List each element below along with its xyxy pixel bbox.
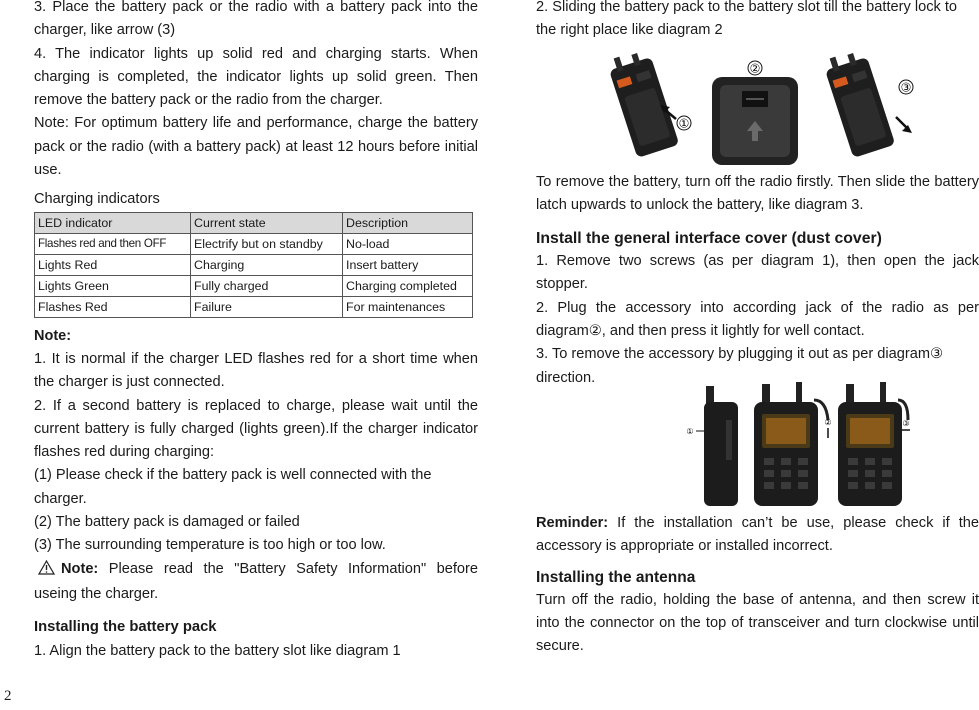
battery-diagram-illustration <box>536 49 979 169</box>
battery-step-1: 1. Align the battery pack to the battery slot like diagram 1 <box>34 643 401 660</box>
diagram1-label-1: ① <box>678 116 690 131</box>
radio-front-2-icon <box>838 382 908 506</box>
reminder-body: If the installation can’t be use, please check if the accessory is appropriate or installed incorrect. <box>536 514 979 555</box>
table-cell: Failure <box>191 296 343 317</box>
table-row <box>35 275 473 296</box>
dust-cover-title: Install the general interface cover (dust cover) <box>536 230 882 248</box>
table-cell: No-load <box>343 233 473 254</box>
battery-step-2: 2. Sliding the battery pack to the battery slot till the battery lock to the right place like diagram 2 <box>536 0 958 39</box>
diagram2-label-3: ③ <box>902 418 910 428</box>
charging-indicators-title: Charging indicators <box>34 191 160 208</box>
cause-3: (3) The surrounding temperature is too high or too low. <box>34 537 386 554</box>
page-number: 2 <box>4 688 12 704</box>
charger-step-3: 3. Place the battery pack or the radio with a battery pack into the charger, like arrow (3) <box>34 0 478 39</box>
table-cell: Lights Green <box>35 275 191 296</box>
reminder-text <box>536 512 979 559</box>
note-1: 1. It is normal if the charger LED flashes red for a short time when the charger is just connected. <box>34 350 478 391</box>
table-row <box>35 296 473 317</box>
safety-note <box>34 558 478 607</box>
table-header-row <box>35 212 473 233</box>
note-2: 2. If a second battery is replaced to charge, please wait until the current battery is fully charged (lights green).If the charger indicator flashes red during charging: <box>34 397 478 461</box>
header-led-indicator: LED indicator <box>35 212 191 233</box>
diagram2-label-1: ① <box>686 426 694 436</box>
optimum-charge-note: Note: For optimum battery life and performance, charge the battery pack or the radio (with a battery pack) at least 12 hours before initial use. <box>34 115 478 179</box>
table-cell: Charging completed <box>343 275 473 296</box>
table-cell: Flashes Red <box>35 296 191 317</box>
notes-heading: Note: <box>34 327 72 344</box>
accessory-diagram <box>536 380 979 508</box>
header-current-state: Current state <box>191 212 343 233</box>
radio-side-icon <box>704 386 738 506</box>
accessory-diagram-illustration <box>536 380 979 508</box>
antenna-title: Installing the antenna <box>536 568 696 586</box>
table-cell: Fully charged <box>191 275 343 296</box>
right-column <box>536 0 979 658</box>
table-cell: Lights Red <box>35 254 191 275</box>
table-cell: For maintenances <box>343 296 473 317</box>
battery-install-title: Installing the battery pack <box>34 619 217 636</box>
radio-left-icon <box>606 49 679 158</box>
diagram1-label-3: ③ <box>900 80 912 95</box>
antenna-text: Turn off the radio, holding the base of antenna, and then screw it into the connector on the top of transceiver and turn clockwise until secure. <box>536 591 979 655</box>
charging-indicators-table <box>34 212 473 318</box>
safety-note-text: Please read the "Battery Safety Information" before useing the charger. <box>34 560 478 602</box>
table-cell: Insert battery <box>343 254 473 275</box>
table-cell: Charging <box>191 254 343 275</box>
left-column <box>34 0 478 664</box>
safety-note-label: Note: <box>61 560 99 577</box>
table-cell: Electrify but on standby <box>191 233 343 254</box>
warning-triangle-icon <box>38 560 55 583</box>
diagram1-label-2: ② <box>749 61 761 76</box>
dust-cover-step-1: 1. Remove two screws (as per diagram 1), then open the jack stopper. <box>536 253 979 293</box>
reminder-label: Reminder: <box>536 514 609 531</box>
table-row <box>35 254 473 275</box>
battery-diagram <box>536 49 979 169</box>
dust-cover-step-3: 3. To remove the accessory by plugging it out as per diagram③ direction. <box>536 346 944 386</box>
battery-back-icon <box>712 77 798 165</box>
dust-cover-step-2: 2. Plug the accessory into according jack of the radio as per diagram②, and then press it lightly for well contact. <box>536 299 979 340</box>
cause-1: (1) Please check if the battery pack is well connected with the charger. <box>34 467 432 507</box>
diagram2-label-2: ② <box>824 417 832 427</box>
header-description: Description <box>343 212 473 233</box>
cause-2: (2) The battery pack is damaged or failed <box>34 514 300 531</box>
table-cell: Flashes red and then OFF <box>35 233 191 254</box>
radio-front-icon <box>754 382 828 506</box>
table-row <box>35 233 473 254</box>
radio-right-icon <box>822 49 895 158</box>
charger-step-4: 4. The indicator lights up solid red and charging starts. When charging is completed, the indicator lights up solid green. Then remove the battery pack or the radio from the charger. <box>34 45 478 109</box>
remove-battery-text: To remove the battery, turn off the radio firstly. Then slide the battery latch upwards to unlock the battery, like diagram 3. <box>536 173 979 213</box>
